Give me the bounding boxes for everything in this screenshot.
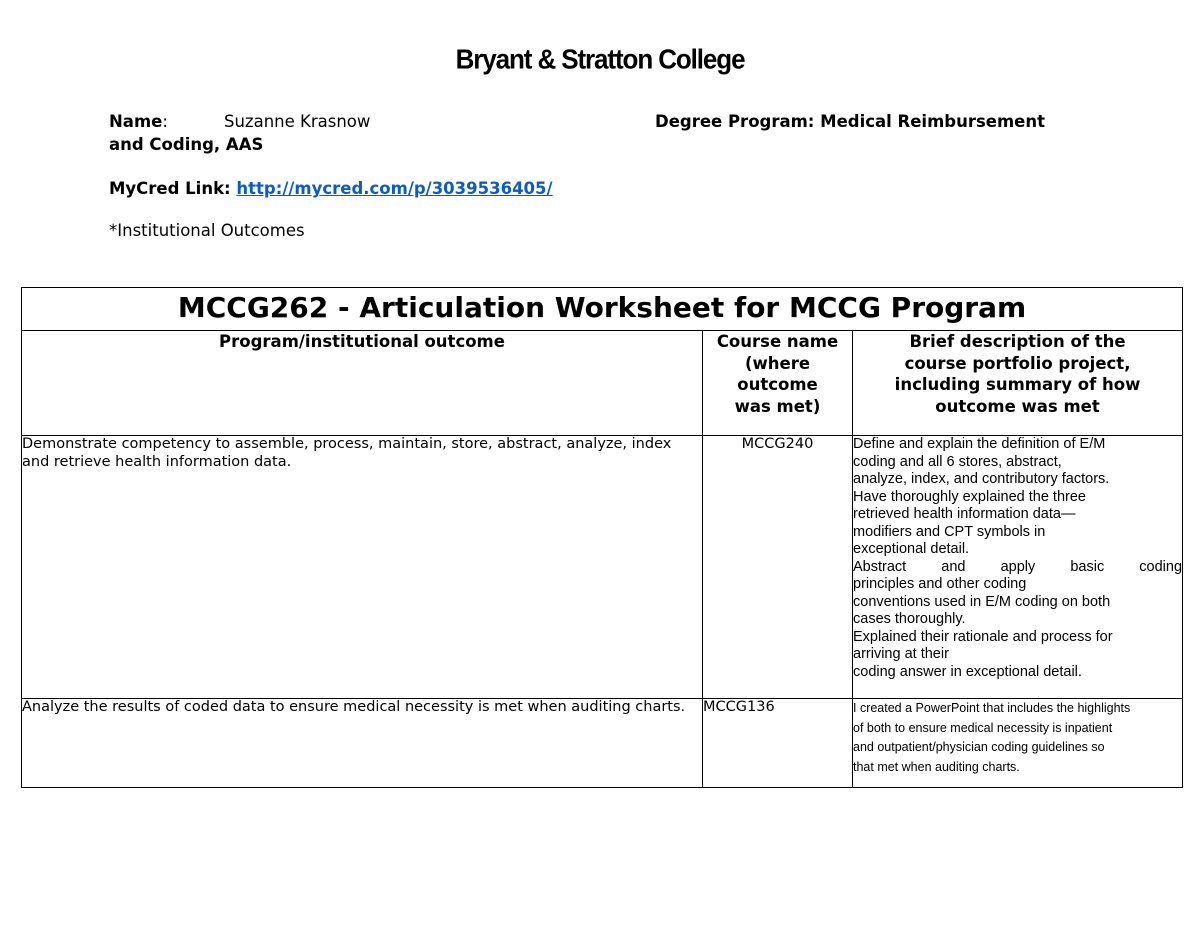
table-row — [22, 436, 1183, 699]
institutional-outcomes-note: *Institutional Outcomes — [109, 221, 305, 240]
column-header-outcome: Program/institutional outcome — [22, 331, 703, 436]
worksheet-title: MCCG262 - Articulation Worksheet for MCCG Program — [22, 288, 1183, 331]
mycred-link[interactable]: http://mycred.com/p/3039536405/ — [236, 179, 553, 198]
degree-program: Degree Program: Medical Reimbursement — [655, 112, 1046, 131]
outcome-cell: Demonstrate competency to assemble, process, maintain, store, abstract, analyze, index and retrieve health information data. — [22, 436, 703, 699]
degree-program-continued: and Coding, AAS — [109, 135, 264, 154]
mycred-label: MyCred Link: — [109, 179, 231, 198]
description-cell: Define and explain the definition of E/M coding and all 6 stores, abstract, analyze, index, and contributory factors. Have thoroughly explained the three retrieved health information data— modifiers and CPT symbols in exceptional detail. Abstract and apply basic coding principles and other coding conventions used in E/M coding on both cases thoroughly. Explained their rationale and process for arriving at their coding answer in exceptional detail. — [853, 436, 1183, 699]
course-cell: MCCG136 — [703, 699, 853, 788]
articulation-worksheet-table — [21, 287, 1183, 788]
student-name: Suzanne Krasnow — [224, 112, 371, 131]
column-header-course: Course name (where outcome was met) — [703, 331, 853, 436]
student-info-header — [109, 110, 1099, 242]
mycred-line — [109, 177, 1099, 200]
description-cell: I created a PowerPoint that includes the highlights of both to ensure medical necessity is inpatient and outpatient/physician coding guidelines so that met when auditing charts. — [853, 699, 1183, 788]
name-label: Name: — [109, 112, 168, 131]
college-logo: Bryant & Stratton College — [455, 42, 745, 76]
column-header-description: Brief description of the course portfolio project, including summary of how outcome was met — [853, 331, 1183, 436]
table-row — [22, 699, 1183, 788]
outcome-cell: Analyze the results of coded data to ensure medical necessity is met when auditing charts. — [22, 699, 703, 788]
name-degree-row — [109, 110, 1099, 133]
course-cell: MCCG240 — [703, 436, 853, 699]
